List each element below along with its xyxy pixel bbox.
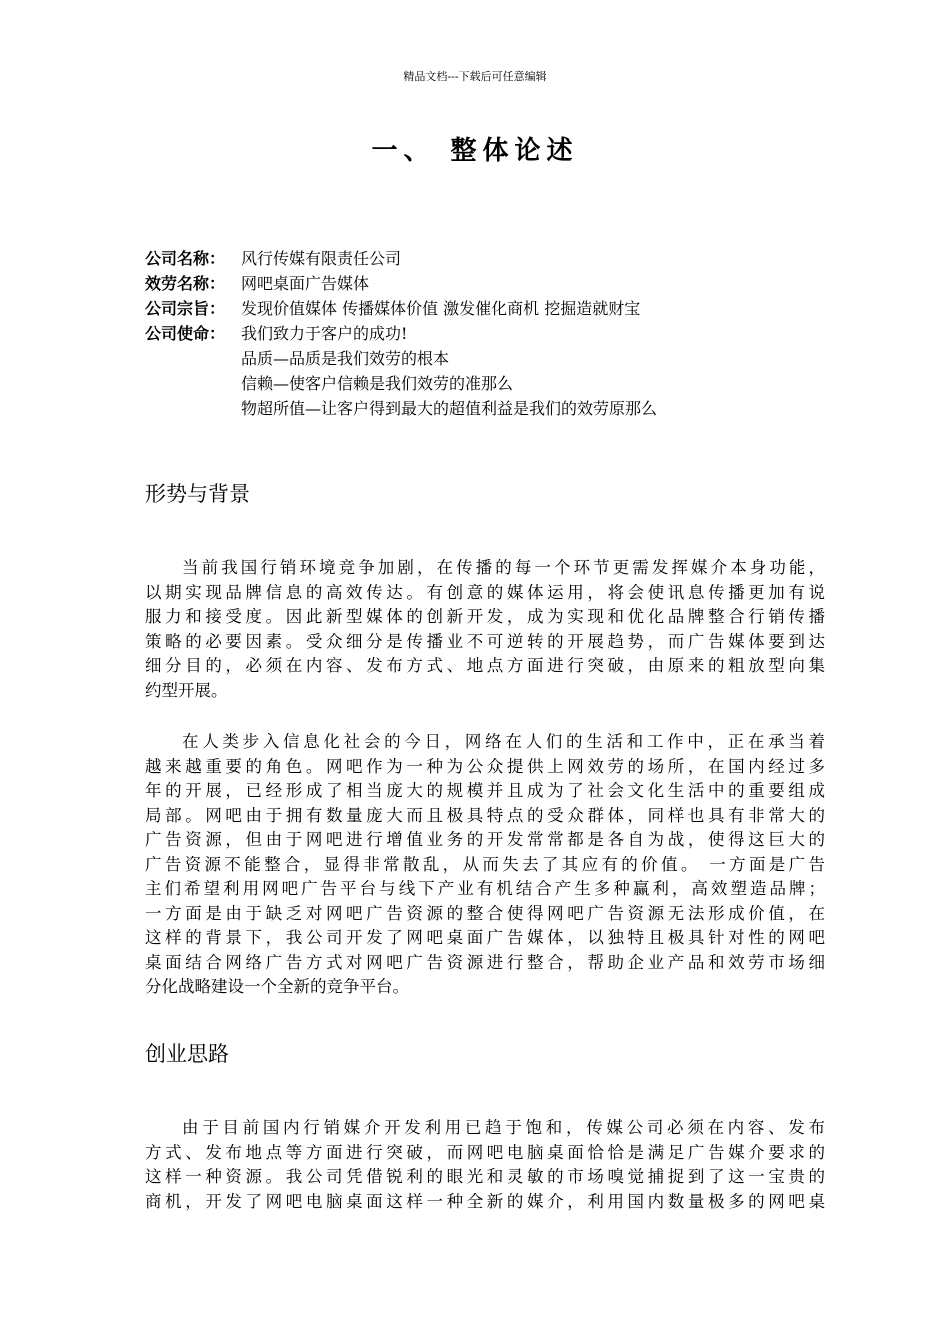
paragraph [145,556,825,703]
info-value: 发现价值媒体 传播媒体价值 激发催化商机 挖掘造就财宝 [241,299,641,318]
paragraph-line: 桌面结合网络广告方式对网吧广告资源进行整合，帮助企业产品和效劳市场细 [145,952,825,972]
info-label: 公司名称： [145,249,226,268]
info-value: 我们致力于客户的成功! [241,324,408,343]
info-row-purpose [145,296,825,321]
paragraph-line: 以期实现品牌信息的高效传达。有创意的媒体运用，将会使讯息传播更加有说 [145,582,825,602]
paragraph [145,1116,825,1214]
info-row-company-name [145,246,825,271]
paragraph-line: 商机，开发了网吧电脑桌面这样一种全新的媒介，利用国内数量极多的网吧桌 [145,1191,825,1211]
paragraph-line: 广告资源，但由于网吧进行增值业务的开发常常都是各自为战，使得这巨大的 [145,830,825,849]
section-heading: 形势与背景 [145,482,250,506]
paragraph-line: 一方面是由于缺乏对网吧广告资源的整合使得网吧广告资源无法形成价值，在 [145,903,825,923]
company-info-block [145,246,825,421]
paragraph-line: 方式、发布地点等方面进行突破，而网吧电脑桌面恰恰是满足广告媒介要求的 [145,1142,825,1162]
paragraph-line: 广告资源不能整合，显得非常散乱，从而失去了其应有的价值。 一方面是广告 [145,854,825,874]
header-note: 精品文档---下载后可任意编辑 [403,70,547,83]
paragraph-line: 细分目的，必须在内容、发布方式、地点方面进行突破，由原来的粗放型向集 [145,656,825,675]
paragraph-line: 分化战略建设一个全新的竞争平台。 [145,977,409,996]
paragraph-line: 在人类步入信息化社会的今日，网络在人们的生活和工作中，正在承当着 [182,732,825,751]
paragraph-line: 这样的背景下，我公司开发了网吧桌面广告媒体，以独特且极具针对性的网吧 [145,928,825,947]
paragraph-line: 局部。网吧由于拥有数量庞大而且极具特点的受众群体，同样也具有非常大的 [145,805,825,825]
info-label: 效劳名称： [145,274,226,293]
paragraph-line: 当前我国行销环境竞争加剧，在传播的每一个环节更需发挥媒介本身功能， [182,558,825,577]
page-title: 一、 整体论述 [371,136,579,166]
info-row-service-name [145,271,825,296]
info-value: 网吧桌面广告媒体 [241,274,370,293]
paragraph-line: 年的开展，已经形成了相当庞大的规模并且成为了社会文化生活中的重要组成 [145,781,825,800]
mission-item: 品质—品质是我们效劳的根本 [241,349,450,368]
paragraph-line: 由于目前国内行销媒介开发利用已趋于饱和，传媒公司必须在内容、发布 [182,1118,825,1137]
mission-item: 物超所值—让客户得到最大的超值利益是我们的效劳原那么 [241,399,658,418]
info-row-mission [145,321,825,346]
info-label: 公司宗旨： [145,299,226,318]
paragraph-line: 越来越重要的角色。网吧作为一种为公众提供上网效劳的场所，在国内经过多 [145,756,825,776]
info-label: 公司使命： [145,324,226,343]
paragraph-line: 服力和接受度。因此新型媒体的创新开发，成为实现和优化品牌整合行销传播 [145,607,825,626]
info-value: 风行传媒有限责任公司 [241,249,402,268]
section-heading: 创业思路 [145,1042,229,1066]
paragraph-line: 约型开展。 [145,680,228,700]
paragraph-line: 这样一种资源。我公司凭借锐利的眼光和灵敏的市场嗅觉捕捉到了这一宝贵的 [145,1167,825,1186]
paragraph-line: 主们希望利用网吧广告平台与线下产业有机结合产生多种赢利，高效塑造品牌； [145,879,825,898]
mission-item: 信赖—使客户信赖是我们效劳的准那么 [241,374,514,393]
paragraph-line: 策略的必要因素。受众细分是传播业不可逆转的开展趋势，而广告媒体要到达 [145,631,825,651]
paragraph [145,730,825,1000]
